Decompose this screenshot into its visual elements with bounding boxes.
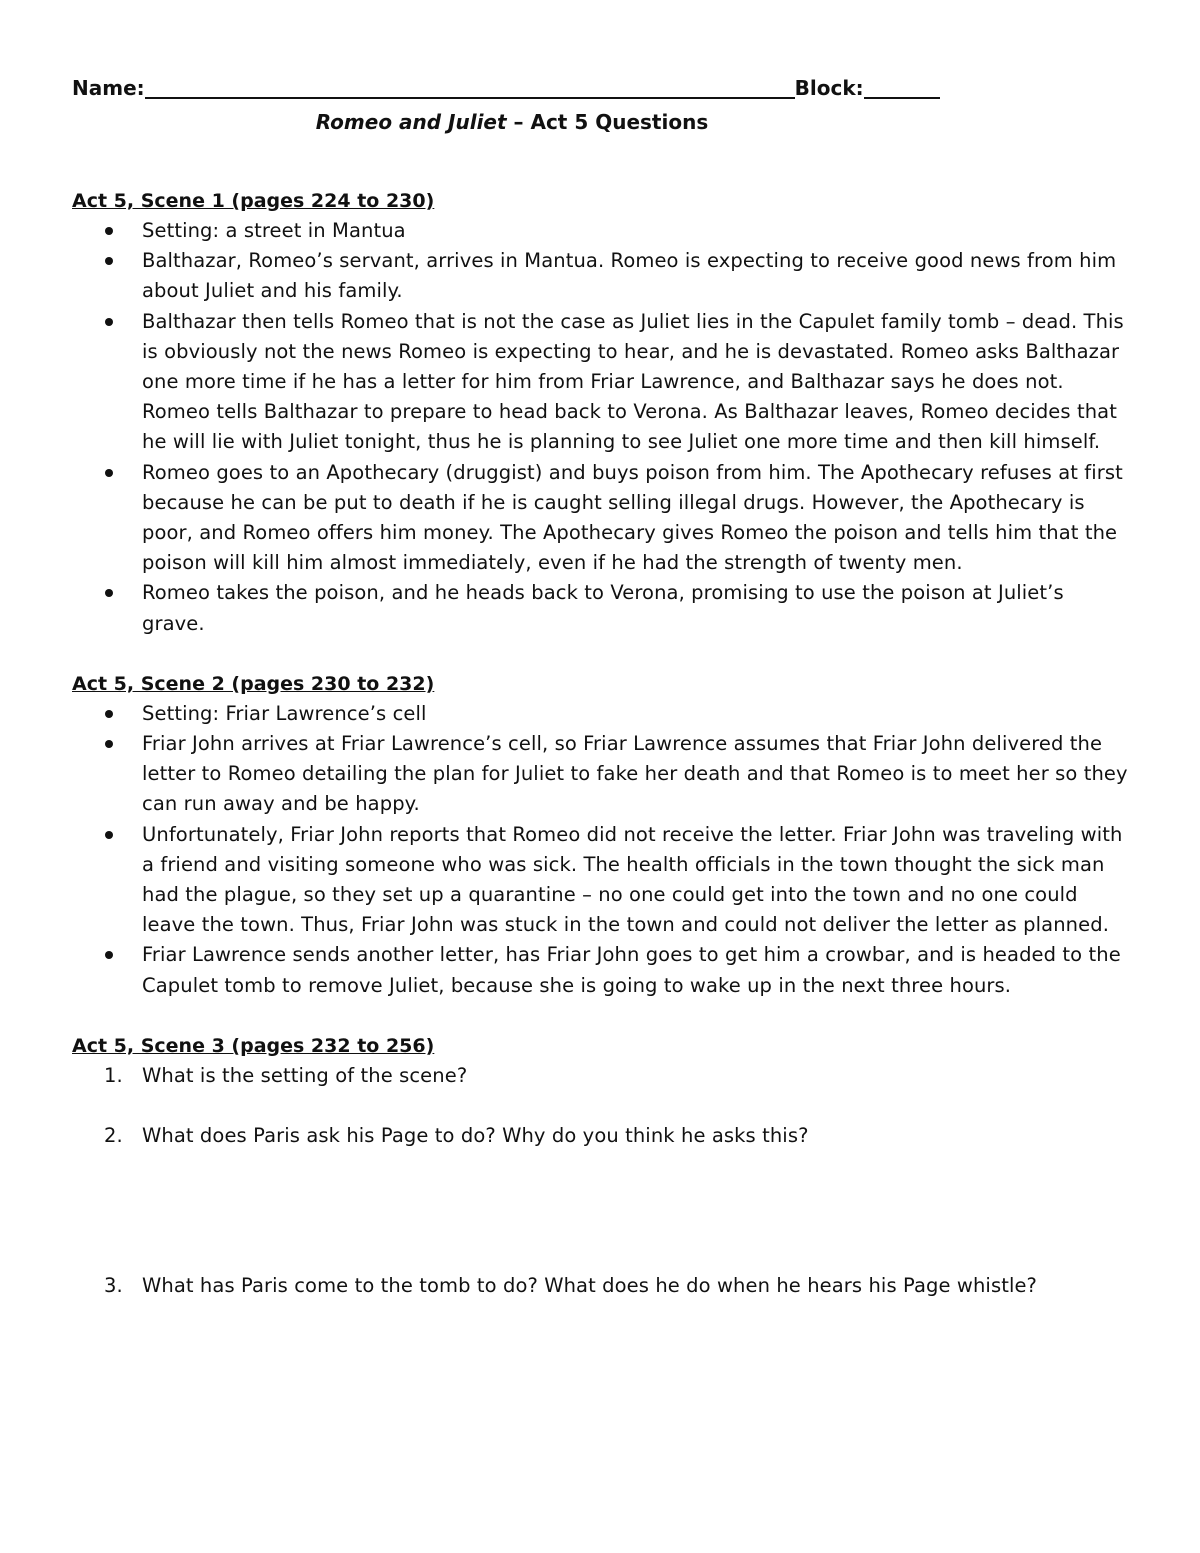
list-item [72, 729, 1128, 820]
list-item [72, 578, 1128, 638]
scene2-bullet-list [72, 699, 1128, 1001]
scene3-heading: Act 5, Scene 3 (pages 232 to 256) [72, 1034, 435, 1057]
bullet-icon [105, 831, 113, 839]
page-title-italic: Romeo and Juliet [315, 110, 507, 134]
scene1-heading: Act 5, Scene 1 (pages 224 to 230) [72, 190, 435, 212]
scene1-bullet-list [72, 216, 1128, 639]
question-item [72, 1061, 1128, 1091]
list-item [72, 246, 1128, 306]
scene3-question-list [72, 1061, 1128, 1302]
bullet-icon [105, 710, 113, 718]
name-label: Name: [72, 76, 145, 100]
question-number: 1. [104, 1063, 123, 1087]
bullet-icon [105, 318, 113, 326]
scene2-heading: Act 5, Scene 2 (pages 230 to 232) [72, 672, 435, 695]
question-number: 3. [104, 1274, 123, 1298]
bullet-icon [105, 951, 113, 959]
block-blank-line [864, 73, 940, 99]
list-item [72, 820, 1128, 941]
list-item-text: Friar Lawrence sends another letter, has Friar John goes to get him a crowbar, and is headed to the Capulet tomb to remove Juliet, because she is going to wake up in the next three hours. [142, 943, 1121, 997]
list-item [72, 699, 1128, 729]
name-blank-line [145, 73, 795, 99]
list-item-text: Friar John arrives at Friar Lawrence’s cell, so Friar Lawrence assumes that Friar John delivered the letter to Romeo detailing the plan for Juliet to fake her death and that Romeo is to meet her so they can run away and be happy. [142, 732, 1128, 816]
list-item [72, 940, 1128, 1000]
worksheet-page [72, 72, 1128, 1301]
list-item-text: Balthazar, Romeo’s servant, arrives in Mantua. Romeo is expecting to receive good news from him about Juliet and his family. [142, 249, 1117, 303]
question-text: What does Paris ask his Page to do? Why do you think he asks this? [142, 1124, 809, 1148]
page-title-rest: – Act 5 Questions [506, 110, 709, 134]
list-item [72, 458, 1128, 579]
question-text: What has Paris come to the tomb to do? What does he do when he hears his Page whistle? [142, 1274, 1038, 1298]
list-item-text: Balthazar then tells Romeo that is not the case as Juliet lies in the Capulet family tomb – dead. This is obviously not the news Romeo is expecting to hear, and he is devastated. Romeo asks Balthazar one more time if he has a letter for him from Friar Lawrence, and Balthazar says he does not. Romeo tells Balthazar to prepare to head back to Verona. As Balthazar leaves, Romeo decides that he will lie with Juliet tonight, thus he is planning to see Juliet one more time and then kill himself. [142, 309, 1124, 454]
question-item [72, 1271, 1128, 1301]
bullet-icon [105, 740, 113, 748]
block-label: Block: [794, 76, 864, 100]
list-item-text: Romeo goes to an Apothecary (druggist) and buys poison from him. The Apothecary refuses at first because he can be put to death if he is caught selling illegal drugs. However, the Apothecary is poor, and Romeo offers him money. The Apothecary gives Romeo the poison and tells him that the poison will kill him almost immediately, even if he had the strength of twenty men. [142, 460, 1123, 575]
question-item [72, 1121, 1128, 1151]
list-item-text: Setting: a street in Mantua [142, 219, 406, 242]
list-item-text: Romeo takes the poison, and he heads back to Verona, promising to use the poison at Juliet’s grave. [142, 581, 1064, 635]
bullet-icon [105, 257, 113, 265]
list-item-text: Unfortunately, Friar John reports that Romeo did not receive the letter. Friar John was traveling with a friend and visiting someone who was sick. The health officials in the town thought the sick man had the plague, so they set up a quarantine – no one could get into the town and no one could leave the town. Thus, Friar John was stuck in the town and could not deliver the letter as planned. [142, 822, 1123, 937]
list-item [72, 307, 1128, 458]
page-title [72, 106, 952, 138]
bullet-icon [105, 469, 113, 477]
question-text: What is the setting of the scene? [142, 1063, 468, 1087]
list-item [72, 216, 1128, 246]
bullet-icon [105, 227, 113, 235]
question-number: 2. [104, 1124, 123, 1148]
header-line [72, 72, 1128, 104]
bullet-icon [105, 589, 113, 597]
list-item-text: Setting: Friar Lawrence’s cell [142, 701, 427, 725]
